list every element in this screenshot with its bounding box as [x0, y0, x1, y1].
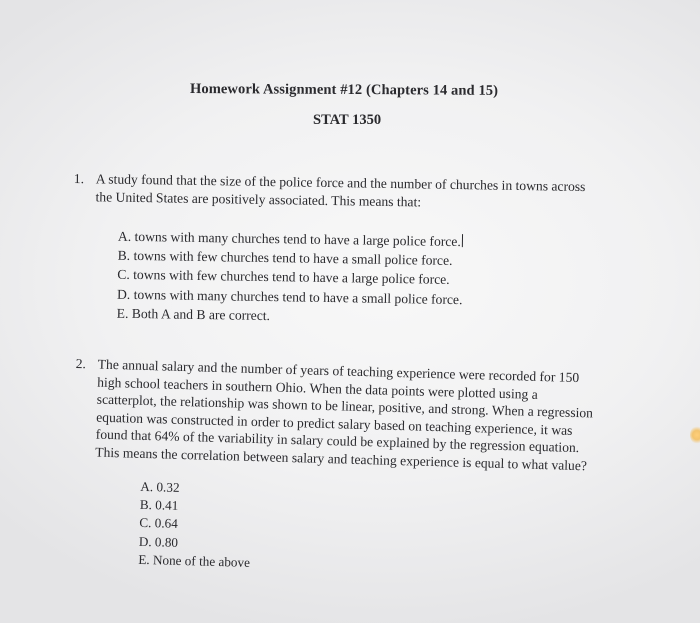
question-1-option-e: E. Both A and B are correct. [116, 305, 271, 323]
light-glare [690, 426, 700, 444]
question-2 [70, 355, 656, 583]
question-2-option-b: B. 0.41 [139, 497, 179, 514]
course-code: STAT 1350 [313, 112, 382, 128]
question-1-option-c: C. towns with few churches tend to have a large police force. [117, 267, 450, 288]
question-2-option-d: D. 0.80 [138, 533, 179, 550]
question-1-option-a-text: A. towns with many churches tend to have a large police force. [117, 228, 461, 250]
question-1-option-b: B. towns with few churches tend to have a small police force. [117, 247, 453, 269]
question-1-option-d: D. towns with many churches tend to have a small police force. [116, 286, 463, 307]
question-2-options [138, 478, 652, 583]
text-cursor [462, 234, 463, 247]
question-2-option-a: A. 0.32 [140, 478, 180, 495]
question-1-options [117, 227, 663, 332]
question-2-option-e: E. None of the above [138, 551, 251, 570]
question-2-text: The annual salary and the number of years of teaching experience were recorded for 150 high school teachers in southern Ohio. When the data points were plotted using a scatterplot, the relationship was shown to be linear, positive, and strong. When a regression equation was constructed in order to predict salary based on teaching experience, it was found that 64% of the variability in salary could be explained by the regression equation. This means the correlation between salary and teaching experience is equal to what value? [95, 356, 594, 473]
question-1-number: 1. [73, 170, 85, 187]
page-title: Homework Assignment #12 (Chapters 14 and 15) [189, 81, 499, 99]
question-2-number: 2. [75, 355, 87, 372]
question-1-text: A study found that the size of the police force and the number of churches in towns across the United States are positively associated. This means that: [95, 171, 586, 209]
question-1 [72, 170, 664, 331]
question-2-option-c: C. 0.64 [139, 515, 179, 532]
